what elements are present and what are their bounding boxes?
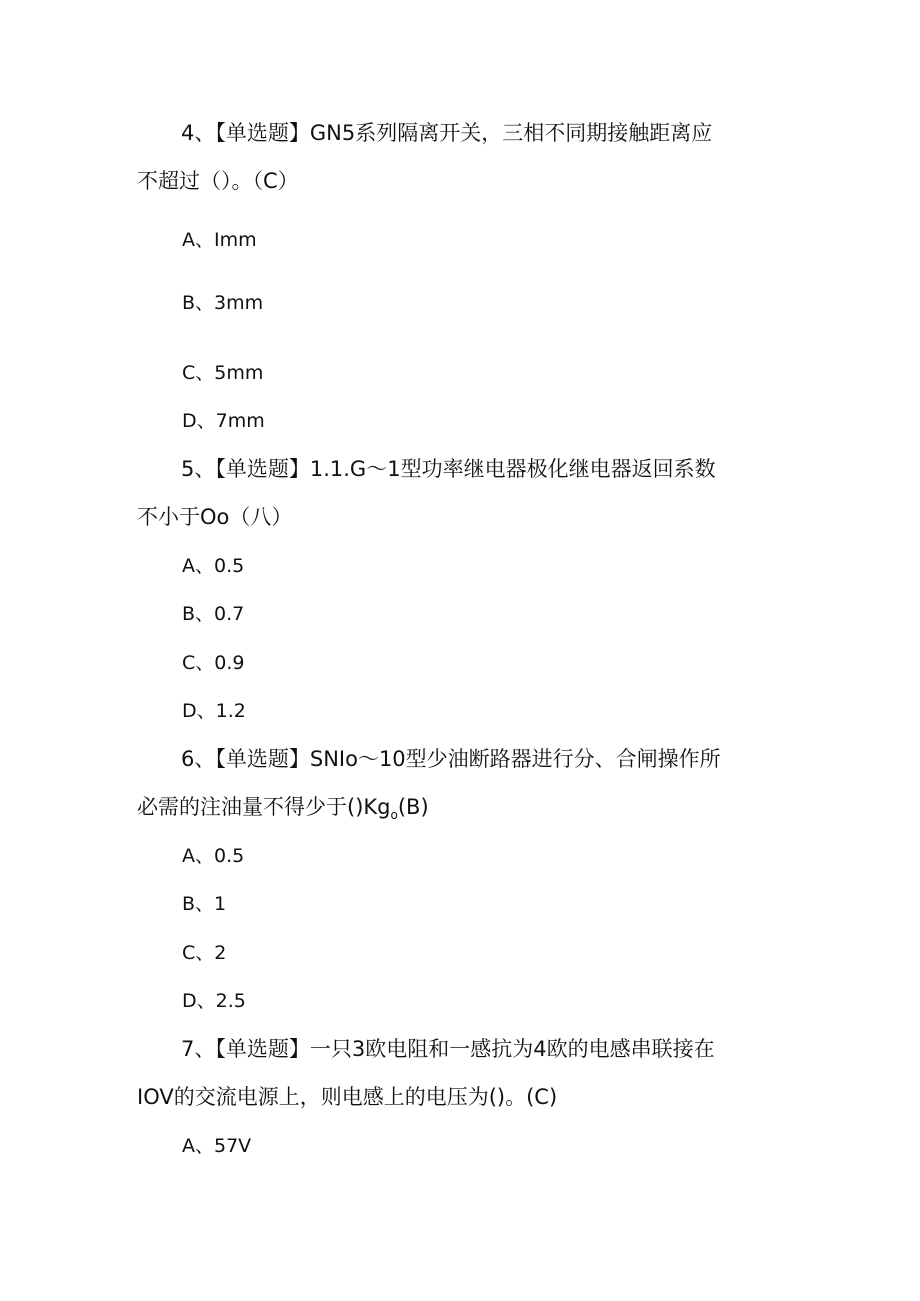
question-6-line-2-main: 必需的注油量不得少于()Kg <box>137 795 391 819</box>
question-5-option-b: B、0.7 <box>182 603 245 625</box>
question-6-line-2-answer: (B) <box>397 795 429 819</box>
question-6-option-b: B、1 <box>182 893 227 915</box>
question-6-line-2 <box>137 794 429 823</box>
question-6-option-a: A、0.5 <box>182 845 245 867</box>
question-6-line-2-subscript: o <box>390 808 398 822</box>
question-4-option-c: C、5mm <box>182 362 264 384</box>
question-5-option-c: C、0.9 <box>182 652 245 674</box>
question-4-option-b: B、3mm <box>182 292 264 314</box>
question-7-line-2: IOV的交流电源上，则电感上的电压为()。(C) <box>137 1085 558 1109</box>
question-7-option-a: A、57V <box>182 1135 252 1157</box>
question-6-option-c: C、2 <box>182 942 227 964</box>
question-4-line-2: 不超过（）。（C） <box>137 169 299 193</box>
question-6-option-d: D、2.5 <box>182 990 246 1012</box>
question-5-option-a: A、0.5 <box>182 555 245 577</box>
question-5-line-2: 不小于Oo（八） <box>137 505 293 529</box>
question-5-option-d: D、1.2 <box>182 700 246 722</box>
question-6-line-1: 6、【单选题】SNIo～10型少油断路器进行分、合闸操作所 <box>181 747 721 771</box>
question-4-option-a: A、Imm <box>182 229 257 251</box>
question-5-line-1: 5、【单选题】1.1.G～1型功率继电器极化继电器返回系数 <box>181 457 716 481</box>
question-4-option-d: D、7mm <box>182 410 265 432</box>
question-4-line-1: 4、【单选题】GN5系列隔离开关，三相不同期接触距离应 <box>181 121 713 145</box>
question-7-line-1: 7、【单选题】一只3欧电阻和一感抗为4欧的电感串联接在 <box>181 1037 715 1061</box>
